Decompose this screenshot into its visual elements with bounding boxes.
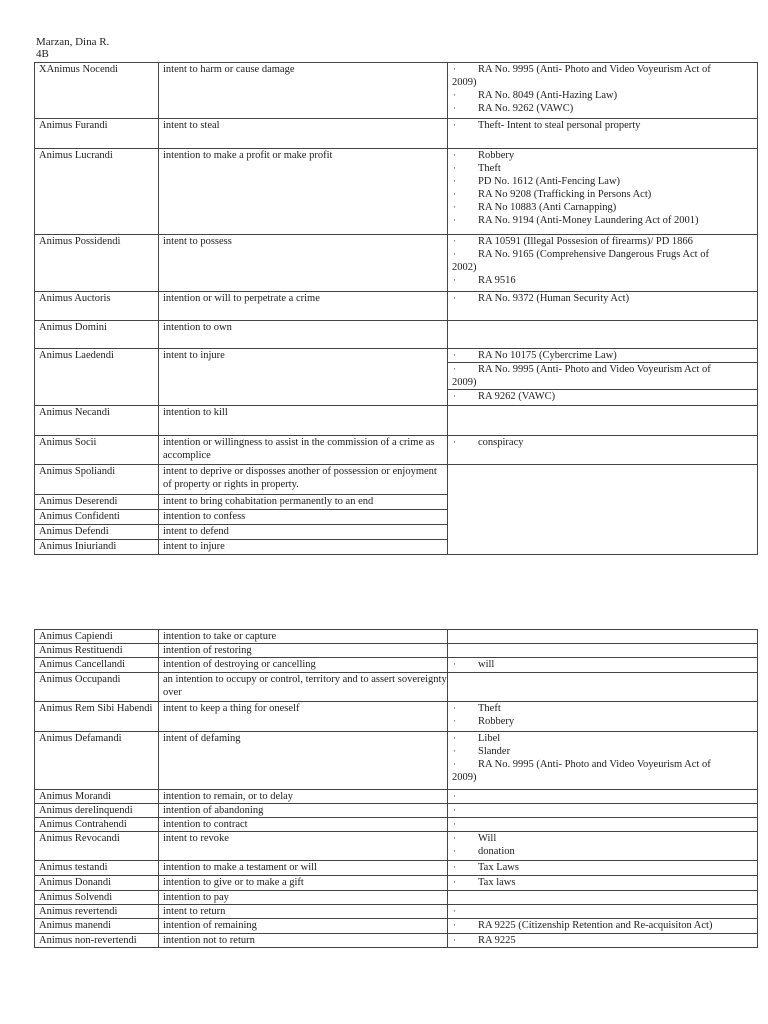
law-entry [448,214,757,227]
meaning-cell: intention to make a testament or will [159,861,448,876]
term-cell: XAnimus Nocendi [35,63,159,119]
meaning-cell: intention to take or capture [159,630,448,644]
meaning-cell: intent to keep a thing for oneself [159,702,448,732]
bullet-icon: · [453,103,456,113]
term-cell: Animus Donandi [35,876,159,891]
bullet-icon: · [453,90,456,100]
term-cell: Animus Contrahendi [35,818,159,832]
term-cell: Animus Defendi [35,525,159,540]
law-entry [448,201,757,214]
bullet-icon: · [453,163,456,173]
law-text: RA No 10883 (Anti Carnapping) [478,202,617,213]
laws-cell [448,406,758,436]
law-text: RA 9225 [478,935,516,946]
table-row [35,465,758,495]
laws-cell [448,790,758,804]
law-entry [448,389,757,403]
law-text: RA No. 9995 (Anti- Photo and Video Voyeurism Act of [478,364,711,375]
meaning-cell: intention to confess [159,510,448,525]
law-text: Theft- Intent to steal personal property [478,120,641,131]
law-entry [448,89,757,102]
law-entry [448,349,757,362]
laws-cell [448,876,758,891]
term-cell: Animus Spoliandi [35,465,159,495]
term-cell: Animus Cancellandi [35,658,159,673]
term-cell: Animus Revocandi [35,832,159,861]
law-text: Slander [478,746,511,757]
term-cell: Animus Necandi [35,406,159,436]
laws-cell [448,349,758,406]
meaning-cell: intention to contract [159,818,448,832]
laws-cell [448,119,758,149]
laws-cell [448,465,758,555]
term-cell: Animus Possidendi [35,235,159,292]
term-cell: Animus Defamandi [35,732,159,790]
bullet-icon: · [453,833,456,843]
law-text: RA No. 9995 (Anti- Photo and Video Voyeurism Act of [478,759,711,770]
laws-cell [448,804,758,818]
bullet-icon: · [453,733,456,743]
term-cell: Animus Occupandi [35,673,159,702]
law-entry [448,292,757,305]
meaning-cell: intent to injure [159,540,448,555]
law-text: conspiracy [478,437,524,448]
meaning-cell: an intention to occupy or control, territory and to assert sovereignty over [159,673,448,702]
law-text: Theft [478,703,501,714]
bullet-icon: · [453,437,456,447]
term-cell: Animus Socii [35,436,159,465]
law-entry [448,436,757,449]
law-text: Libel [478,733,501,744]
bullet-icon: · [453,846,456,856]
law-entry [448,362,757,389]
law-entry [448,119,757,132]
table-row [35,804,758,818]
meaning-cell: intention not to return [159,934,448,948]
term-cell: Animus Solvendi [35,891,159,905]
laws-cell [448,644,758,658]
law-entry [448,758,757,784]
meaning-cell: intent to defend [159,525,448,540]
law-text: RA No. 9372 (Human Security Act) [478,293,630,304]
term-cell: Animus Furandi [35,119,159,149]
laws-cell [448,63,758,119]
bullet-icon: · [453,716,456,726]
law-entry [448,745,757,758]
law-text: RA 9516 [478,275,516,286]
term-cell: Animus Capiendi [35,630,159,644]
table-row [35,630,758,644]
laws-cell [448,149,758,235]
meaning-cell: intent to harm or cause damage [159,63,448,119]
term-cell: Animus non-revertendi [35,934,159,948]
law-entry [448,845,757,858]
law-text: Robbery [478,150,515,161]
term-cell: Animus Domini [35,321,159,349]
table-row [35,321,758,349]
law-text: will [478,659,495,670]
table-row [35,790,758,804]
law-text: PD No. 1612 (Anti-Fencing Law) [478,176,621,187]
term-cell: Animus testandi [35,861,159,876]
section-label: 4B [36,48,49,60]
law-text-continued: 2009) [452,772,477,783]
laws-cell [448,919,758,934]
law-entry [448,832,757,845]
meaning-cell: intention to make a profit or make profit [159,149,448,235]
law-text: Tax laws [478,877,516,888]
law-text: Theft [478,163,501,174]
table-row [35,702,758,732]
law-entry [448,235,757,248]
meaning-cell: intention to give or to make a gift [159,876,448,891]
laws-cell [448,658,758,673]
bullet-icon: · [453,703,456,713]
table-row [35,876,758,891]
law-entry [448,715,757,728]
law-entry [448,149,757,162]
meaning-cell: intention to own [159,321,448,349]
bullet-icon: · [453,150,456,160]
meaning-cell: intention of restoring [159,644,448,658]
law-entry [448,919,757,932]
term-cell: Animus Restituendi [35,644,159,658]
law-text-continued: 2002) [452,262,477,273]
law-text: RA No. 9995 (Anti- Photo and Video Voyeurism Act of [478,64,711,75]
table-row [35,292,758,321]
bullet-icon: · [453,746,456,756]
law-text: RA 10591 (Illegal Possesion of firearms)/ PD 1866 [478,236,693,247]
bullet-icon: · [453,805,456,815]
meaning-cell: intent to steal [159,119,448,149]
laws-cell [448,321,758,349]
meaning-cell: intention to kill [159,406,448,436]
bullet-icon: · [453,275,456,285]
table-row [35,891,758,905]
bullet-icon: · [453,215,456,225]
law-text: RA No. 9262 (VAWC) [478,103,574,114]
bullet-icon: · [453,236,456,246]
table-row [35,644,758,658]
animus-table-2 [34,629,757,948]
law-text-continued: 2009) [452,77,477,88]
law-text: donation [478,846,515,857]
meaning-cell: intention of remaining [159,919,448,934]
law-entry [448,63,757,89]
term-cell: Animus Auctoris [35,292,159,321]
bullet-icon: · [453,659,456,669]
bullet-icon: · [453,935,456,945]
term-cell: Animus revertendi [35,905,159,919]
law-text: RA 9225 (Citizenship Retention and Re-acquisiton Act) [478,920,713,931]
law-text: RA No. 8049 (Anti-Hazing Law) [478,90,618,101]
term-cell: Animus Iniuriandi [35,540,159,555]
laws-cell [448,905,758,919]
term-cell: Animus manendi [35,919,159,934]
law-entry [448,876,757,889]
meaning-cell: intent to bring cohabitation permanently to an end [159,495,448,510]
law-entry [448,248,757,274]
table-row [35,905,758,919]
bullet-icon: · [453,819,456,829]
table-row [35,861,758,876]
meaning-cell: intention of abandoning [159,804,448,818]
laws-cell [448,891,758,905]
law-entry [448,861,757,874]
laws-cell [448,436,758,465]
table-row [35,436,758,465]
laws-cell [448,630,758,644]
table-row [35,149,758,235]
law-entry [448,162,757,175]
law-text: Robbery [478,716,515,727]
laws-cell [448,934,758,948]
bullet-icon: · [453,293,456,303]
law-entry [448,274,757,287]
term-cell: Animus Rem Sibi Habendi [35,702,159,732]
table-row [35,673,758,702]
laws-cell [448,702,758,732]
meaning-cell: intention or will to perpetrate a crime [159,292,448,321]
meaning-cell: intention to pay [159,891,448,905]
bullet-icon: · [453,920,456,930]
law-entry [448,658,757,671]
laws-cell [448,861,758,876]
bullet-icon: · [453,202,456,212]
document-header [36,36,109,60]
law-entry [448,732,757,745]
law-text: RA 9262 (VAWC) [478,391,556,402]
law-text: RA No 9208 (Trafficking in Persons Act) [478,189,652,200]
laws-cell [448,732,758,790]
bullet-icon: · [453,189,456,199]
bullet-icon: · [453,350,456,360]
bullet-icon: · [453,759,456,769]
meaning-cell: intention to remain, or to delay [159,790,448,804]
table-row [35,934,758,948]
law-entry [448,702,757,715]
law-entry [448,102,757,115]
term-cell: Animus derelinquendi [35,804,159,818]
term-cell: Animus Morandi [35,790,159,804]
animus-table-1 [34,62,757,555]
meaning-cell: intent to possess [159,235,448,292]
law-entry [448,175,757,188]
bullet-icon: · [453,64,456,74]
term-cell: Animus Confidenti [35,510,159,525]
table-row [35,119,758,149]
laws-cell [448,292,758,321]
meaning-cell: intent to injure [159,349,448,406]
law-text: RA No. 9194 (Anti-Money Laundering Act of 2001) [478,215,699,226]
laws-cell [448,235,758,292]
term-cell: Animus Laedendi [35,349,159,406]
meaning-cell: intent to return [159,905,448,919]
table-row [35,658,758,673]
table-row [35,919,758,934]
bullet-icon: · [453,877,456,887]
bullet-icon: · [453,391,456,401]
law-entry [448,188,757,201]
bullet-icon: · [453,791,456,801]
bullet-icon: · [453,120,456,130]
table-row [35,406,758,436]
table-row [35,832,758,861]
bullet-icon: · [453,862,456,872]
laws-cell [448,832,758,861]
bullet-icon: · [453,249,456,259]
law-text-continued: 2009) [452,377,477,388]
meaning-cell: intent of defaming [159,732,448,790]
bullet-icon: · [453,364,456,374]
bullet-icon: · [453,906,456,916]
meaning-cell: intent to revoke [159,832,448,861]
laws-cell [448,818,758,832]
meaning-cell: intention or willingness to assist in the commission of a crime as accomplice [159,436,448,465]
table-row [35,818,758,832]
law-text: Tax Laws [478,862,519,873]
table-row [35,349,758,406]
term-cell: Animus Deserendi [35,495,159,510]
law-text: RA No. 9165 (Comprehensive Dangerous Frugs Act of [478,249,709,260]
term-cell: Animus Lucrandi [35,149,159,235]
table-row [35,63,758,119]
law-text: RA No 10175 (Cybercrime Law) [478,350,617,361]
laws-cell [448,673,758,702]
law-entry [448,934,757,947]
table-row [35,235,758,292]
table-row [35,732,758,790]
bullet-icon: · [453,176,456,186]
author-name: Marzan, Dina R. [36,36,110,48]
meaning-cell: intent to deprive or disposses another of possession or enjoyment of property or rights in property. [159,465,448,495]
meaning-cell: intention of destroying or cancelling [159,658,448,673]
law-text: Will [478,833,497,844]
